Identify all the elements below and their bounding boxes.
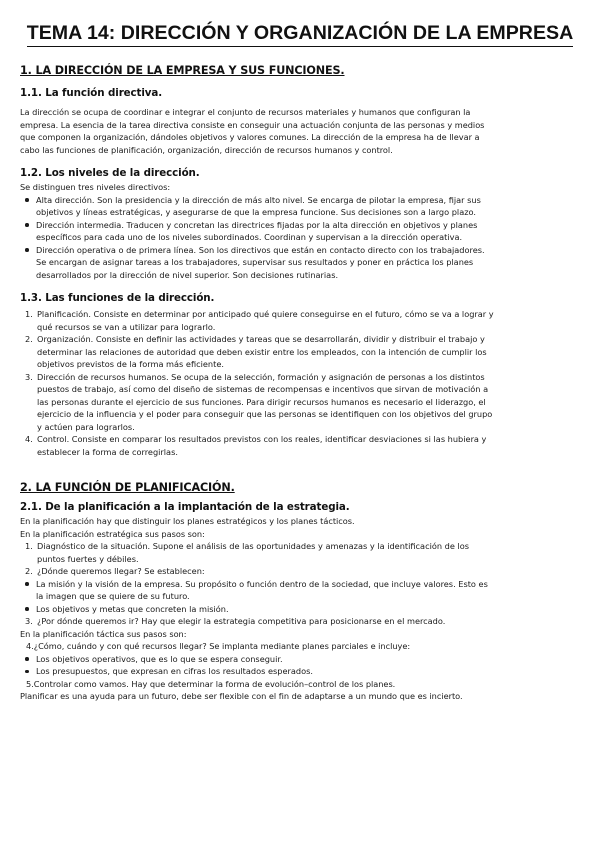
list-item-line: objetivos y líneas estratégicas, y asegurarse de que la empresa funcione. Sus decisiones son a largo plazo. bbox=[36, 207, 476, 217]
list-item-control bbox=[20, 433, 580, 458]
section-2-heading: 2. LA FUNCIÓN DE PLANIFICACIÓN. bbox=[20, 481, 235, 494]
strategic-intro: En la planificación estratégica sus pasos son: bbox=[20, 528, 205, 539]
list-item-line: Planificación. Consiste en determinar por anticipado qué quiere conseguirse en el futuro, cómo se va a lograr y bbox=[37, 309, 494, 319]
list-item-line: puestos de trabajo, así como del diseño de sistemas de recompensas e incentivos que sirvan de motivación a bbox=[37, 384, 489, 394]
list-number: 1. bbox=[25, 541, 33, 551]
list-item-objetivos bbox=[20, 603, 580, 616]
list-item-objetivos-operativos bbox=[20, 653, 580, 666]
paragraph-line: cabo las funciones de planificación, organización, dirección de recursos humanos y control. bbox=[20, 144, 393, 155]
list-item-line: determinar las relaciones de autoridad que deben existir entre los empleados, con la intención de cumplir los bbox=[37, 346, 487, 357]
planning-intro: En la planificación hay que distinguir los planes estratégicos y los planes tácticos. bbox=[20, 516, 355, 526]
section-1 bbox=[20, 64, 580, 458]
levels-intro: Se distinguen tres niveles directivos: bbox=[20, 182, 171, 192]
list-item-organizacion bbox=[20, 333, 580, 371]
subsection-1-3-heading: 1.3. Las funciones de la dirección. bbox=[20, 292, 215, 304]
list-number: 3. bbox=[25, 371, 33, 382]
strategic-steps-a bbox=[20, 540, 580, 578]
list-item-line: La misión y la visión de la empresa. Su propósito o función dentro de la sociedad, que incluye valores. Esto es bbox=[36, 578, 488, 589]
list-number: 2. bbox=[25, 334, 33, 344]
list-item-line: Control. Consiste en comparar los resultados previstos con los reales, identificar desviaciones si las hubiera y bbox=[37, 434, 487, 444]
list-number: 1. bbox=[25, 309, 33, 319]
list-item-line: Diagnóstico de la situación. Supone el análisis de las oportunidades y amenazas y la identificación de los bbox=[37, 541, 470, 551]
list-item-planificacion bbox=[20, 308, 580, 333]
list-item-line: y actúen para lograrlos. bbox=[37, 421, 135, 432]
paragraph-line: La dirección se ocupa de coordinar e integrar el conjunto de recursos materiales y humanos que configuran la bbox=[20, 107, 471, 117]
list-item-line: qué recursos se van a utilizar para lograrlo. bbox=[37, 321, 216, 332]
list-item-line: establecer la forma de corregirlas. bbox=[37, 446, 178, 457]
list-item-line: Los objetivos operativos, que es lo que se espera conseguir. bbox=[36, 653, 283, 664]
list-number: 3. bbox=[25, 616, 33, 626]
subsection-2-1-heading: 2.1. De la planificación a la implantación de la estrategia. bbox=[20, 501, 350, 513]
list-number: 4. bbox=[25, 434, 33, 444]
list-item-recursos-humanos bbox=[20, 371, 580, 434]
list-item-line: objetivos previstos de la forma más eficiente. bbox=[37, 359, 224, 369]
levels-list bbox=[20, 194, 580, 282]
list-item-line: Organización. Consiste en definir las actividades y tareas que se desarrollarán, dividir y distribuir el trabajo y bbox=[37, 334, 485, 344]
list-item-line: Dirección de recursos humanos. Se ocupa de la selección, formación y asignación de personas a los distintos bbox=[37, 371, 485, 382]
closing-paragraph: Planificar es una ayuda para un futuro, debe ser flexible con el fin de adaptarse a un mundo que es incierto. bbox=[20, 691, 463, 701]
list-item-line: la imagen que se quiere de su futuro. bbox=[36, 591, 190, 601]
list-item-mision bbox=[20, 578, 580, 603]
list-item-line: puntos fuertes y débiles. bbox=[37, 553, 139, 564]
list-item-direccion-operativa bbox=[20, 244, 580, 282]
subsection-1-1-heading: 1.1. La función directiva. bbox=[20, 87, 163, 99]
tactical-step-4: 4.¿Cómo, cuándo y con qué recursos llegar? Se implanta mediante planes parciales e incluye: bbox=[26, 641, 411, 651]
paragraph-line: empresa. La esencia de la tarea directiva consiste en conseguir una actuación conjunta de las personas y medios bbox=[20, 119, 485, 130]
section-1-heading: 1. LA DIRECCIÓN DE LA EMPRESA Y SUS FUNCIONES. bbox=[20, 64, 345, 77]
list-item-line: ¿Dónde queremos llegar? Se establecen: bbox=[37, 566, 205, 576]
subsection-1-1-body bbox=[20, 106, 580, 156]
subsection-1-2-heading: 1.2. Los niveles de la dirección. bbox=[20, 167, 200, 179]
list-item-line: Dirección intermedia. Traducen y concretan las directrices fijadas por la alta dirección en objetivos y planes bbox=[36, 219, 478, 230]
strategic-steps-b bbox=[20, 615, 580, 628]
functions-list bbox=[20, 308, 580, 458]
list-item-line: Se encargan de asignar tareas a los trabajadores, supervisar sus resultados y poner en práctica los planes bbox=[36, 257, 474, 267]
list-item-diagnostico bbox=[20, 540, 580, 565]
list-item-donde-llegar bbox=[20, 565, 580, 578]
list-item-presupuestos bbox=[20, 665, 580, 678]
list-item-line: Dirección operativa o de primera línea. Son los directivos que están en contacto directo con los trabajadores. bbox=[36, 244, 485, 255]
list-item-line: ejercicio de la influencia y el poder para conseguir que las personas se identifiquen con los objetivos del grupo bbox=[37, 409, 493, 419]
list-item-alta-direccion bbox=[20, 194, 580, 219]
paragraph-line: que componen la organización, dándoles objetivos y valores comunes. La dirección de la empresa ha de llevar a bbox=[20, 132, 480, 142]
mission-list bbox=[20, 578, 580, 616]
list-item-line: desarrollados por la dirección de nivel superior. Son decisiones rutinarias. bbox=[36, 269, 339, 280]
list-item-line: Los objetivos y metas que concreten la misión. bbox=[36, 603, 229, 614]
tactical-intro: En la planificación táctica sus pasos son: bbox=[20, 628, 187, 639]
section-2 bbox=[20, 481, 580, 703]
list-item-line: específicos para cada uno de los niveles subordinados. Coordinan y supervisan a la dirección operativa. bbox=[36, 232, 463, 242]
list-item-line: Alta dirección. Son la presidencia y la dirección de más alto nivel. Se encarga de pilotar la empresa, fijar sus bbox=[36, 194, 481, 205]
list-item-direccion-intermedia bbox=[20, 219, 580, 244]
list-item-por-donde bbox=[20, 615, 580, 628]
tactical-list bbox=[20, 653, 580, 678]
list-item-line: Los presupuestos, que expresan en cifras los resultados esperados. bbox=[36, 666, 313, 676]
list-item-line: ¿Por dónde queremos ir? Hay que elegir la estrategia competitiva para posicionarse en el mercado. bbox=[37, 616, 446, 626]
title-block bbox=[20, 22, 580, 47]
document-title: TEMA 14: DIRECCIÓN Y ORGANIZACIÓN DE LA EMPRESA bbox=[27, 22, 574, 47]
list-number: 2. bbox=[25, 566, 33, 576]
tactical-step-5: 5.Controlar como vamos. Hay que determinar la forma de evolución–control de los planes. bbox=[26, 678, 396, 689]
list-item-line: las personas durante el ejercicio de sus funciones. Para dirigir recursos humanos es necesario el liderazgo, el bbox=[37, 396, 486, 407]
